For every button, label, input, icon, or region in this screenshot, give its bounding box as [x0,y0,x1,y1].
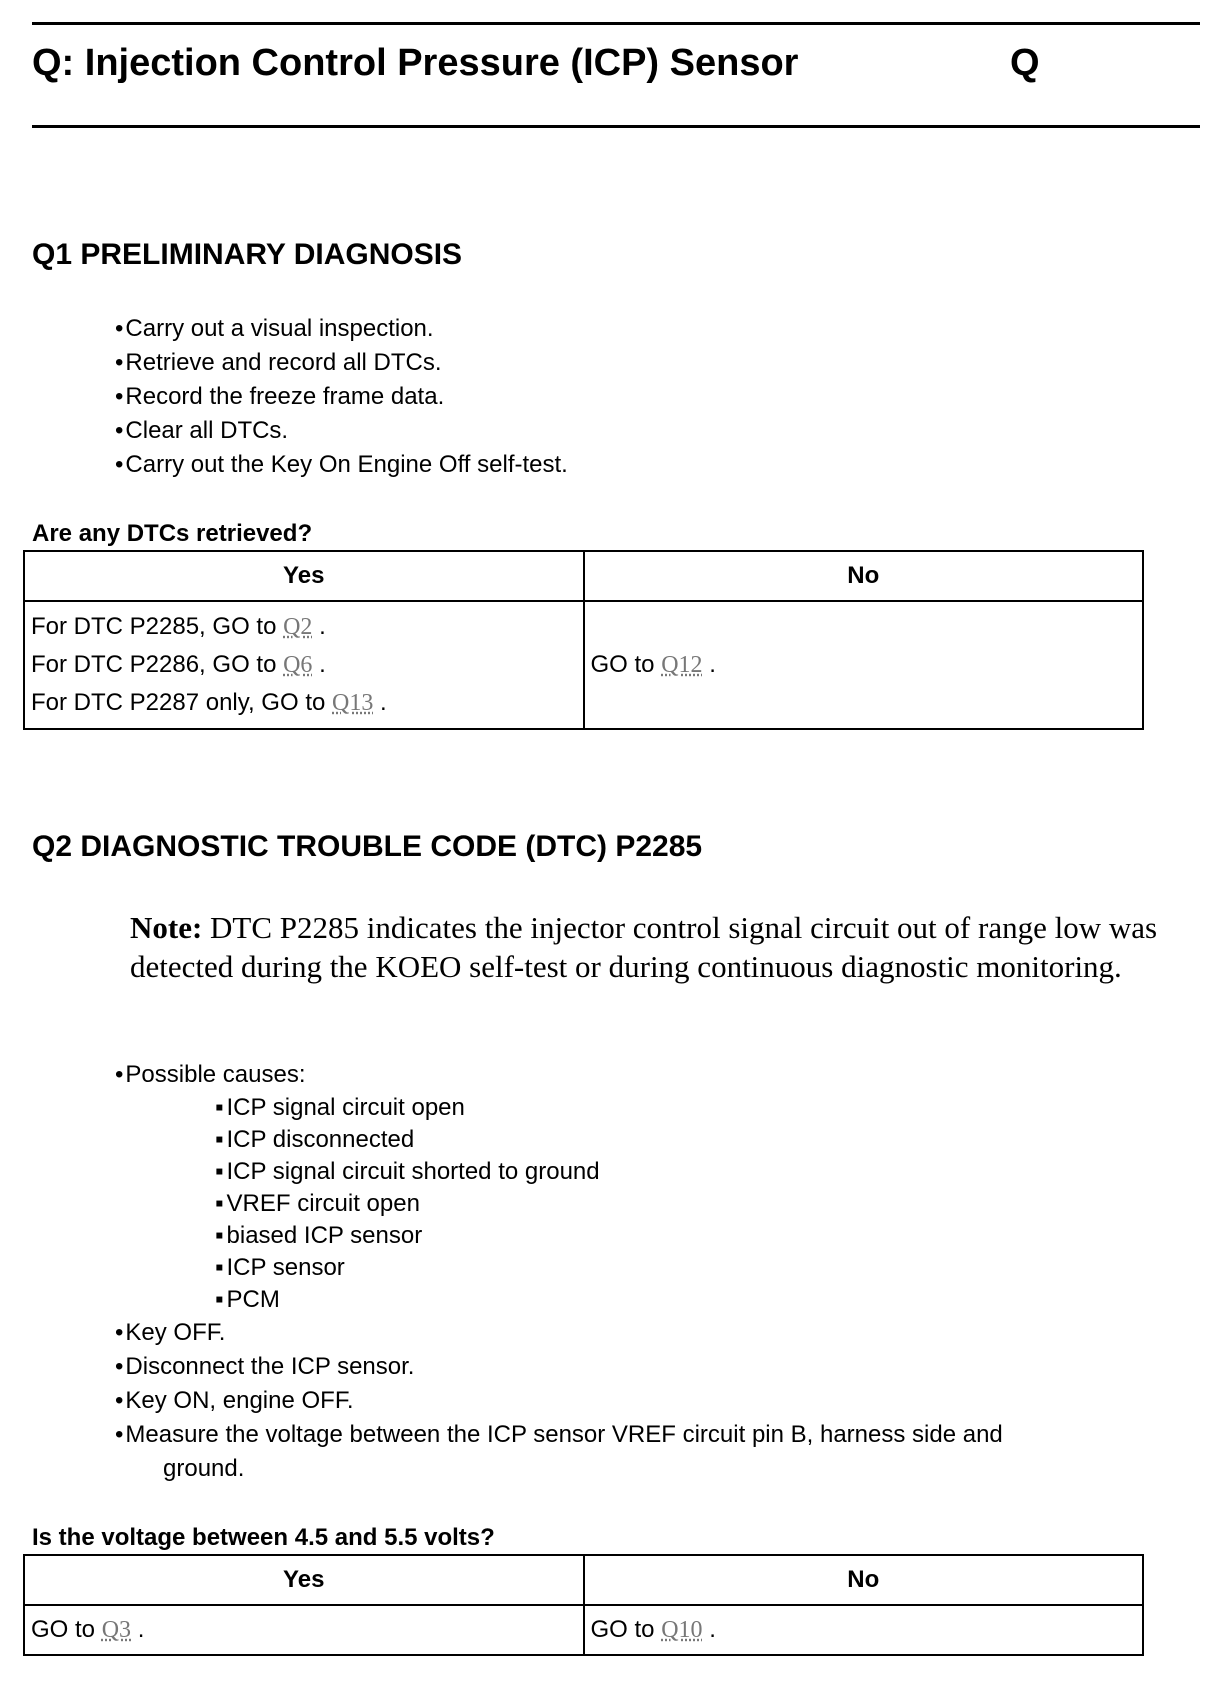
header-bottom-rule [32,125,1200,128]
q2-step: • Key OFF. [115,1316,1003,1350]
q2-heading: Q2 DIAGNOSTIC TROUBLE CODE (DTC) P2285 [32,830,703,863]
top-rule [32,22,1200,25]
link-q13[interactable]: Q13 [332,690,374,716]
q2-step-continuation: ground. [163,1455,245,1482]
cause-item: ▪ VREF circuit open [215,1188,600,1220]
causes-intro: • Possible causes: [115,1058,306,1092]
cause-item: ▪ ICP signal circuit shorted to ground [215,1156,600,1188]
q1-steps-list [115,312,568,482]
q2-note [130,908,1180,986]
q1-step: • Retrieve and record all DTCs. [115,346,568,380]
q2-question: Is the voltage between 4.5 and 5.5 volts? [32,1524,495,1551]
q2-step: • Key ON, engine OFF. [115,1384,1003,1418]
q2-step: • Disconnect the ICP sensor. [115,1350,1003,1384]
note-label: Note: [130,910,203,945]
yes-cell [24,601,584,729]
q2-causes-list [215,1092,600,1316]
cause-item: ▪ PCM [215,1284,600,1316]
cause-item: ▪ ICP signal circuit open [215,1092,600,1124]
link-q6[interactable]: Q6 [283,652,313,678]
link-q3[interactable]: Q3 [101,1617,132,1643]
q2-answer-table [23,1554,1144,1656]
no-cell: GO to Q10 . [584,1605,1144,1655]
q1-heading: Q1 PRELIMINARY DIAGNOSIS [32,238,463,271]
link-q12[interactable]: Q12 [661,652,703,678]
yes-header: Yes [24,1555,584,1605]
q2-step: • Measure the voltage between the ICP sensor VREF circuit pin B, harness side and [115,1418,1003,1452]
cause-item: ▪ ICP disconnected [215,1124,600,1156]
no-cell: GO to Q12 . [584,601,1144,729]
section-letter: Q [1010,42,1040,84]
q2-causes-intro [115,1058,306,1092]
cause-item: ▪ biased ICP sensor [215,1220,600,1252]
yes-header: Yes [24,551,584,601]
q1-answer-table [23,550,1144,730]
q1-step: • Clear all DTCs. [115,414,568,448]
yes-cell: GO to Q3 . [24,1605,584,1655]
yes-option: For DTC P2286, GO to Q6 . [31,651,326,678]
q1-step: • Carry out the Key On Engine Off self-test. [115,448,568,482]
link-q10[interactable]: Q10 [661,1617,703,1643]
cause-item: ▪ ICP sensor [215,1252,600,1284]
q2-steps-list [115,1316,1003,1486]
link-q2[interactable]: Q2 [283,614,313,640]
note-text: DTC P2285 indicates the injector control signal circuit out of range low was detected during the KOEO self-test or during continuous diagnostic monitoring. [130,910,1158,984]
yes-option: For DTC P2287 only, GO to Q13 . [31,689,387,716]
q1-step: • Carry out a visual inspection. [115,312,568,346]
q1-step: • Record the freeze frame data. [115,380,568,414]
no-header: No [584,1555,1144,1605]
page-title: Q: Injection Control Pressure (ICP) Sensor [32,42,799,84]
q1-question: Are any DTCs retrieved? [32,520,313,547]
yes-option: For DTC P2285, GO to Q2 . [31,613,326,640]
no-header: No [584,551,1144,601]
